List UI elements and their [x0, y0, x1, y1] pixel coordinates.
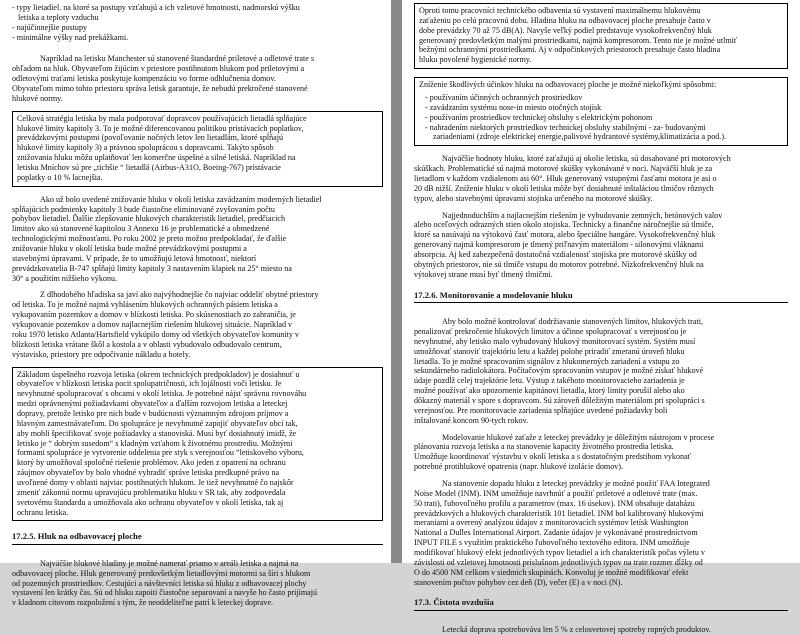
list-item: - používaním účinných ochranných prostriedkov — [425, 93, 583, 103]
text-line: zaťaženiu po celú pracovnú dobu. Hladina hluku na odbavovacej ploche presahuje často v — [419, 15, 711, 25]
text-line: dopravy, pretože letisko pre nich bude v budúcnosti významným zdrojom príjmov a — [17, 408, 289, 418]
paragraph — [414, 211, 788, 280]
text-line: od pozemných prostriedkov. Cestujúci a návštevníci letiska sú hluku z odbavovacej plochy — [12, 578, 307, 588]
paragraph — [12, 290, 383, 359]
text-line: ktoré sa nasúvajú na výtokovú časť motora, alebo špeciálne hangáre. Vysokofrekvenčný hluk — [414, 230, 716, 240]
intro-list — [12, 3, 383, 42]
text-line: O do 4500 NM celkom v siedmich skupinách. Konvoluj je možné modifikovať efekt — [414, 567, 689, 577]
text-line: Umožňuje koordinovať výstavbu v okolí letiska a s dostatočným predstihom vykonať — [414, 452, 692, 462]
text-line: odbavovacej ploche. Hluk generovaný predovšetkým lietadlovými motormi sa šíri s hlukom — [12, 568, 311, 578]
list-item: - typy lietadiel. na ktoré sa postupy vzťahujú a ich vzletové hmotnosti, nadmorskú výšku — [12, 3, 300, 12]
text-line: prevádzkovatelia B-747 spĺňajú limity kapitoly 3 nastavením klapiek na 25° miesto na — [12, 263, 292, 273]
text-line: Aby bolo možné kontrolovať dodržiavanie stanovených limitov, hlukových trati, — [442, 317, 703, 327]
text-line: spĺňajúcich podmienky kapitoly 3 bude čiastočne eliminované zvyšovaním počtu — [12, 204, 275, 214]
list-item: zariadeniami (zdroje elektrickej energie,palivové hydrantové systémy,klimatizácia a pod.). — [433, 132, 727, 142]
text-line: v kladnom citovom rozpoložení s tým, že neoddeliteľne patrí k leteckej doprave. — [12, 598, 274, 608]
text-line: výtokovej strane musí byť tlmený tlmičmi. — [414, 269, 553, 279]
text-line: Najjednoduchším a najlacnejším riešením je vybudovanie zemných, betónových valov — [442, 210, 723, 220]
text-line: absorpcia. Aj ked zabezpečená dostatočná vzdialenosť stojiska pre motorové skúšky od — [414, 250, 697, 260]
text-line: letisko je “ dobrým susedom“ s kladným vzťahom k životnému prostrediu. Možnými — [17, 438, 293, 448]
text-line: zmeniť zákonnú normu upravujúcu problematiku hluku v SR tak, aby zodpovedala — [17, 487, 286, 497]
text-line: vystavení len krátky čas. Sú od hluku zapoiti čiastočne separovaní a navyše ho často prijímajú — [12, 588, 318, 598]
text-line: skúškach. Problematické sú najmä motorové skúšky vykonávané v noci. Najväčší hluk je za — [414, 164, 713, 174]
text-line: lietadlom v každom vzdialenom asi 60°. Hluk generovaný vstupnými časťami motora je asi o — [414, 174, 717, 184]
text-line: meraniami a overený analýzou údajov z monitorovacích systémov letísk Washington — [414, 518, 689, 528]
right-page — [402, 0, 800, 634]
text-line: ochranu letiska. — [17, 507, 69, 517]
text-line: Základom úspešného rozvoja letiska (okrem technických predpokladov) je dosiahnuť u — [17, 369, 300, 379]
text-line: potrebné protihlukové opatrenia (napr. hlukové izolácie domov). — [414, 462, 624, 472]
text-line: dôkazný materiál v spore s dopravcom. Sú zároveň dôležitým materiálom pri spolupráci s — [414, 395, 705, 405]
text-line: ktorý by umožňoval spoločné riešenie problémov. Ako jeden z opatrení na ochranu — [17, 458, 286, 468]
text-line: letisku Mníchov sú pre „tichšie “ lietadlá (Airbus-A31O, Boeing-767) pristávacie — [17, 163, 281, 173]
text-line: záujmov obyvateľov by bolo vhodné vyhradiť správe letiska predkupné právo na — [17, 468, 280, 478]
framed-box — [414, 77, 788, 146]
paragraph — [414, 433, 788, 472]
text-line: umožňovať stanoviť trajektóriu letu a každej polohe priradiť zmeranú úroveň hluku — [414, 346, 685, 356]
text-line: závislosti od vzletovej hmotnosti príslušnom jednotlivých typov na trate rozmer dĺžky od — [414, 557, 703, 567]
text-line: Na stanovenie dopadu hluku z leteckej prevádzky je možné použiť FAA Integrated — [442, 479, 710, 488]
text-line: Modelovanie hlukové zaťaže z leteckej prevádzky je dôležitým nástrojom v procese — [442, 432, 715, 442]
text-line: nevyhnutné, aby letisko malo vybudovaný hlukový monitorovací systém. Systém musí — [414, 336, 696, 346]
text-line: aby mohli špecifikovať svoje požiadavky a stanoviská. Musí byť dosiahnutý imidž, že — [17, 428, 297, 438]
text-line: Noise Model (INM). INM umožňuje navrhnúť a použiť priletové a odletové trate (max. — [414, 488, 698, 498]
section-heading: 17.2.6. Monitorovanie a modelovanie hluku — [414, 290, 788, 303]
paragraph — [414, 625, 788, 635]
text-line: hlavným zamestnávateľom. Do spolupráce je nevyhnutné zapojiť obyvateľov obcí tak, — [17, 418, 298, 428]
text-line: medzi oprávnenými požiadavkami obyvateľov a ďalším rozvojom letiska a leteckej — [17, 399, 288, 409]
text-line: typov, alebo stavebnými úpravami stojiska určeného na motorové skúšky. — [414, 193, 653, 203]
text-line: údaje pozdĺž celej trajektórie letu. Výstup z takéhoto monitorovacieho zariadenia je — [414, 376, 685, 386]
list-item: - najúčinnejšie postupy — [12, 22, 88, 32]
list-item: - minimálne výšky nad prekážkami. — [12, 32, 129, 42]
text-line: Ako už bolo uvedené znižovanie hluku v okolí letiska zavádzaním moderných lietadiel — [40, 194, 322, 204]
text-line: obytných priestorov, nie sú tlmiče vstupu do motorov potrebné. Nízkofrekvenčný hluk na — [414, 259, 704, 269]
text-line: 20 dB nižší. Zníženie hluku v okolí letiska môže byť dosiahnuté inštaláciou tlmičov rôznych — [414, 183, 714, 193]
text-line: hlukové limity kapitoly 3) a právnou spoluprácou s dopravcami. Takýto spôsob — [17, 143, 274, 153]
text-line: Letecká doprava spotrebováva len 5 % z celosvetovej spotreby ropných produktov. — [442, 624, 711, 634]
text-line: Z dlhodobého hľadiska sa javí ako najvýhodnejšie čo najviac oddeliť obytné priestory — [40, 290, 319, 300]
text-line: Najväčšie hodnoty hluku, ktoré zaťažujú aj okolie letiska, sú dosahované pri motorových — [442, 154, 731, 164]
left-page — [0, 0, 391, 608]
text-line: obyvateľov v blízkosti letiska pocit spolupatričnosti, ich lojálnosti voči letisku. Je — [17, 379, 282, 389]
text-line: svetovému štandardu a umožňovala ako ochranu obyvateľov v okolí letiska, tak aj — [17, 497, 284, 507]
paragraph — [12, 559, 383, 608]
text-line: Celková stratégia letiska by mala podporovať dopravcov používajúcich lietadlá spĺňajúce — [17, 113, 307, 123]
text-line: nevyhnutné spolupracovať s obcami v okolí letiska. Je potrebné nájsť správnu rovnováhu — [17, 389, 307, 399]
paragraph — [414, 479, 788, 587]
text-line: National a Dulles International Airport. Zadanie údajov je vykonávané prostredníctvom — [414, 528, 698, 538]
text-line: Najväčšie hlukové hladiny je možné namerať priamo v areáli letiska a najmä na — [40, 558, 299, 568]
section-heading: 17.3. Čistota ovzdušia — [414, 597, 788, 610]
text-line: penalizovať prekročenie hlukových limitov a účinne spolupracovať s verejnosťou je — [414, 326, 687, 336]
text-line: technologickými možnosťami. Po roku 2002 je preto možno predpokladať, že ďalšie — [12, 234, 287, 244]
text-line: znižovania hluku môžu uplatňovať len komerčne úspešné a silné letiská. Napríklad na — [17, 153, 296, 163]
text-line: poplatky o 10 % lacnejšia. — [17, 172, 103, 182]
text-line: vykupovanie pozemkov a domov najlacnejším riešením hlukovej situácie. Napríklad v — [12, 320, 293, 330]
text-line: generovaný predovšetkým malými prostriedkami, najmä kompresorom. Tento nie je možné utlmiť — [419, 35, 738, 45]
text-line: Obyvateľom mimo tohto priestoru správa letisk garantuje, že nebudú prekročené stanovené — [12, 84, 308, 94]
page-divider — [391, 0, 402, 563]
framed-box — [12, 367, 383, 522]
text-line: Napríklad na letisku Manchester sú stanovené štandardné priletové a odletové trate s — [40, 54, 314, 64]
text-line: formami spolupráce je vytvorenie oddelenia pre styk s verejnosťou “letiskového výboru, — [17, 448, 304, 458]
section-heading: 17.2.5. Hluk na odbavovacej ploche — [12, 531, 383, 544]
text-line: odletovými traťami letiska poskytuje kompenzáciu vo forme odhlučnenia domov. — [12, 74, 276, 84]
list-item: - zavádzaním systému nose-in miesto otočných stojísk — [425, 102, 602, 112]
text-line: inštalované koncom 90-tych rokov. — [414, 415, 529, 425]
text-line: výstavisko, priestory pre odpočivanie nákladu a hotely. — [12, 349, 191, 359]
text-line: hluku povolené hygienické normy. — [419, 55, 532, 65]
text-line: vykupovaním pozemkov a domov v blízkosti letiska. Po skúsenostiach zo zahraničia, je — [12, 310, 296, 320]
text-line: dobe prevádzky 70 až 75 dB(A). Navyše veľký podiel predstavuje vysokofrekvenčný hluk — [419, 25, 712, 35]
paragraph — [12, 54, 383, 103]
text-line: ohľadom na hluk. Obyvateľom žijúcim v priestore postihnutom hlukom pod priletovými a — [12, 64, 305, 74]
text-line: plánovania rozvoja letiska a na stanovenie kapacity životného prostredia letiska. — [414, 442, 674, 452]
text-line: 30° a použitím nižšieho výkonu. — [12, 273, 118, 283]
box-title: Zníženie škodlivých účinkov hluku na odbavovacej ploche je možné niekoľkými spôsobmi: — [419, 80, 717, 90]
paragraph — [414, 154, 788, 203]
text-line: lietadla. To je možné spracovaním signálov z hlukomerných zariadení a vstupu zo — [414, 356, 680, 366]
text-line: alebo oceľových odrazných stien okolo stojiska. Technicky a finančne náročnejšie sú tlmiče, — [414, 220, 714, 230]
text-line: znižovanie hluku v okolí letiska bude možné prevádzkovými postupmi a — [12, 244, 247, 254]
text-line: stanovením počtov pohybov cez deň (D), večer (E) a v noci (N). — [414, 577, 623, 587]
paragraph — [12, 195, 383, 284]
text-line: verejnosťou. Pre monitorovacie zariadenia spĺňajúce uvedené požiadavky boli — [414, 405, 668, 415]
text-line: stavebnými úpravami. V prípade, že to umožňujú letová hmotnosť, niektorí — [12, 253, 257, 263]
text-line: sekundárneho radiolokátora. Počítačovým spracovaním vstupov je možné získať hlukové — [414, 366, 704, 376]
text-line: limitov ako sú stanovené kapitolou 3 Annexu 16 je problematické a obmedzené — [12, 224, 270, 234]
text-line: hlukové normy. — [12, 93, 63, 103]
text-line: Oproti tomu pracovníci technického odbavenia sú vystavení maximálnemu hlukovému — [419, 6, 701, 15]
text-line: INPUT FILE s využitím praktického ľubovoľného textového editora. INM umožňuje — [414, 538, 690, 548]
text-line: prevádzkovými postupmi (povoľovanie nočných letov len lietadlám, ktoré spĺňajú — [17, 133, 284, 143]
framed-box — [414, 3, 788, 69]
text-line: uvoľnené domy v oblasti najviac postihnutých hlukom. Je tiež nevyhnutné čo najskôr — [17, 477, 294, 487]
text-line: od letiska. To je možné najmä vyhlásením hlukových ochranných pásiem letiska a — [12, 300, 278, 310]
text-line: blízkosti letiska vrátane škôl a kostola a v oblasti vybudovalo odbudovalo centrum, — [12, 339, 282, 349]
text-line: generovaný najmä kompresorom je tlmený priľnavým materiálom - silonovými vláknami — [414, 240, 704, 250]
text-line: 50 trati), ľubovoľného profilu a parametrov (max. 16 úsekov). INM obsahuje databázu — [414, 498, 695, 508]
text-line: možné používať ako upozornenie kapitánovi lietadla, ktorý limity porušil alebo ako — [414, 386, 685, 396]
text-line: bežnými ochrannými prostriedkami. Aj v odpočinkových priestoroch presahuje často hladina — [419, 45, 721, 55]
list-item: - používaním prostriedkov technickej obsluhy s elektrickým pohonom — [425, 112, 653, 122]
framed-box — [12, 111, 383, 187]
text-line: pohybov lietadiel. Ďalšie zlepšovanie hlukových charakteristík lietadiel, predčiacich — [12, 214, 286, 224]
text-line: hlukové limity kapitoly 3. To je možné diferencovanou politikou pristávacích poplatkov, — [17, 123, 304, 133]
text-line: prevádzkových a hlukových charakteristík 101 lietadiel. INM bol kalibrovaný hlukovými — [414, 508, 704, 518]
text-line: modifikovať hlukový efekt jednotlivých typov lietadiel a ich charakteristík počas výletu v — [414, 548, 705, 558]
text-line: roku 1970 letisko Atlanta/Hartsfield vykúpilo domy od všetkých obyvateľov komunity v — [12, 329, 299, 339]
list-item: - nahradením niektorých prostriedkov technickej obsluhy stabilnými - za- budovanými — [425, 122, 706, 132]
list-item: letiska a teploty vzduchu — [18, 12, 99, 22]
paragraph — [414, 317, 788, 425]
